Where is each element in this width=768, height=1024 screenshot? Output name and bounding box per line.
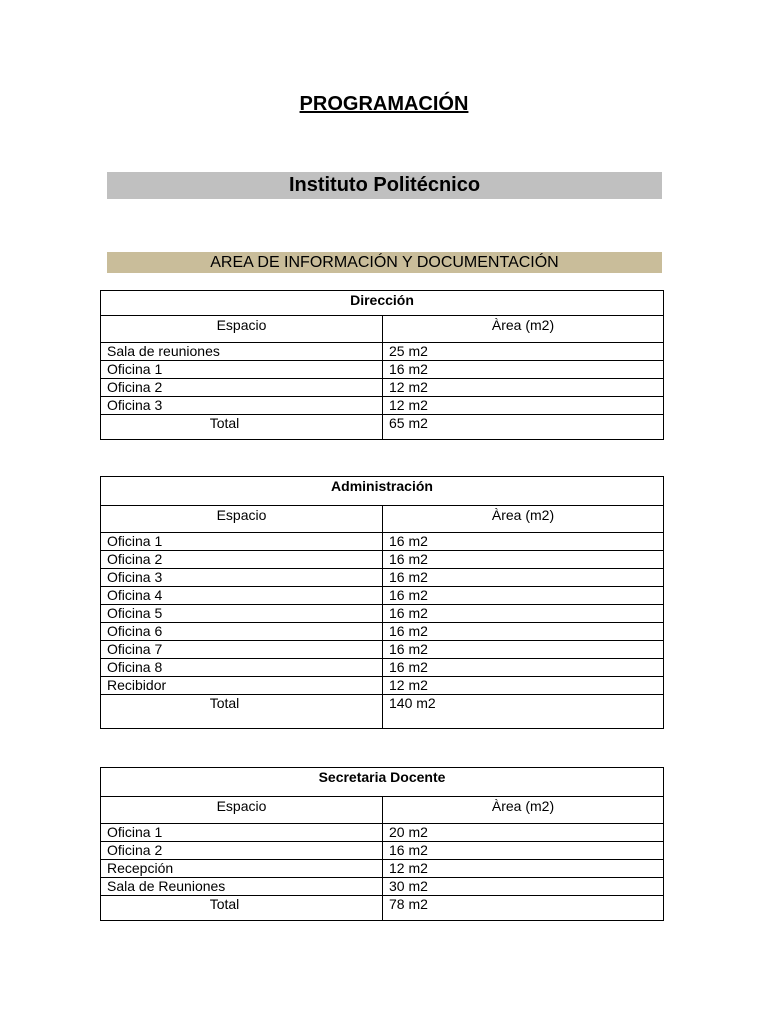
space-cell: Oficina 3 [101,569,383,587]
area-heading-banner: AREA DE INFORMACIÓN Y DOCUMENTACIÓN [107,252,662,273]
table-row [101,860,664,878]
table-title-row [101,291,664,316]
table-row [101,587,664,605]
area-cell: 16 m2 [383,361,664,379]
administracion-table [100,476,664,729]
space-cell: Oficina 2 [101,551,383,569]
space-cell: Oficina 8 [101,659,383,677]
table-row [101,641,664,659]
table-title: Administración [101,477,664,506]
space-cell: Oficina 2 [101,842,383,860]
area-cell: 12 m2 [383,397,664,415]
area-cell: 12 m2 [383,379,664,397]
total-row [101,695,664,729]
total-label: Total [101,415,383,440]
space-cell: Oficina 3 [101,397,383,415]
total-row [101,415,664,440]
column-header-area: Àrea (m2) [383,506,664,533]
table-title: Secretaria Docente [101,768,664,797]
total-value: 78 m2 [383,896,664,921]
space-cell: Oficina 1 [101,824,383,842]
space-cell: Recepción [101,860,383,878]
area-cell: 30 m2 [383,878,664,896]
total-label: Total [101,896,383,921]
column-header-space: Espacio [101,316,383,343]
table-row [101,397,664,415]
table-row [101,379,664,397]
area-cell: 12 m2 [383,677,664,695]
table-row [101,824,664,842]
table-title: Dirección [101,291,664,316]
area-cell: 16 m2 [383,551,664,569]
area-cell: 16 m2 [383,533,664,551]
table-row [101,878,664,896]
area-cell: 16 m2 [383,623,664,641]
table-row [101,659,664,677]
total-label: Total [101,695,383,729]
table-row [101,842,664,860]
secretaria-docente-table [100,767,664,921]
area-cell: 16 m2 [383,569,664,587]
area-cell: 12 m2 [383,860,664,878]
space-cell: Oficina 2 [101,379,383,397]
space-cell: Oficina 5 [101,605,383,623]
column-header-area: Àrea (m2) [383,316,664,343]
table-header-row [101,316,664,343]
column-header-area: Àrea (m2) [383,797,664,824]
table-row [101,623,664,641]
document-title: PROGRAMACIÓN [299,93,469,115]
space-cell: Recibidor [101,677,383,695]
space-cell: Oficina 1 [101,533,383,551]
table-title-row [101,768,664,797]
table-row [101,605,664,623]
area-cell: 16 m2 [383,605,664,623]
table-row [101,361,664,379]
table-row [101,551,664,569]
table-row [101,533,664,551]
direccion-table [100,290,664,440]
space-cell: Sala de Reuniones [101,878,383,896]
area-cell: 16 m2 [383,659,664,677]
area-cell: 16 m2 [383,842,664,860]
table-title-row [101,477,664,506]
space-cell: Oficina 7 [101,641,383,659]
space-cell: Oficina 6 [101,623,383,641]
space-cell: Oficina 4 [101,587,383,605]
column-header-space: Espacio [101,506,383,533]
space-cell: Oficina 1 [101,361,383,379]
total-value: 140 m2 [383,695,664,729]
total-value: 65 m2 [383,415,664,440]
table-row [101,343,664,361]
table-row [101,677,664,695]
area-cell: 16 m2 [383,587,664,605]
space-cell: Sala de reuniones [101,343,383,361]
area-cell: 25 m2 [383,343,664,361]
area-cell: 20 m2 [383,824,664,842]
table-header-row [101,797,664,824]
table-row [101,569,664,587]
column-header-space: Espacio [101,797,383,824]
table-header-row [101,506,664,533]
total-row [101,896,664,921]
area-cell: 16 m2 [383,641,664,659]
institute-banner: Instituto Politécnico [107,172,662,199]
